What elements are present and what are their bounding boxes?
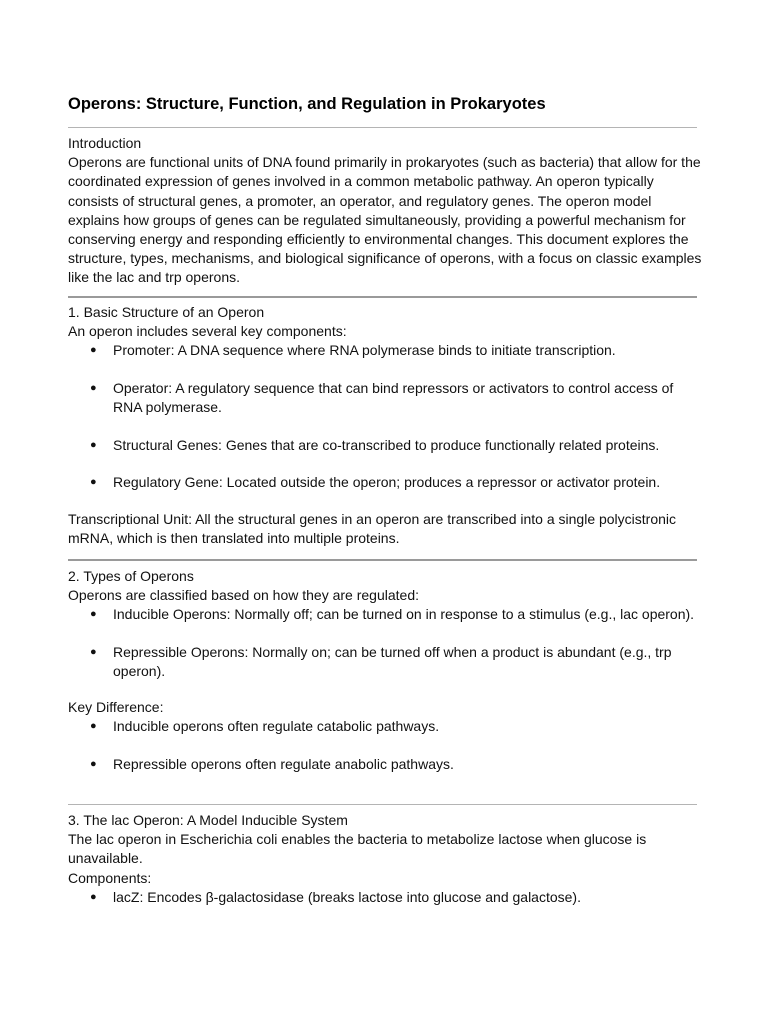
- section-3-heading: 3. The lac Operon: A Model Inducible System: [68, 812, 348, 828]
- section-1-lead: An operon includes several key components:: [68, 323, 347, 340]
- list-item-text: lacZ: Encodes β-galactosidase (breaks lactose into glucose and galactose).: [113, 888, 581, 905]
- list-item: [68, 605, 702, 624]
- section-3-list: [68, 888, 702, 907]
- divider: [68, 296, 697, 298]
- list-item-text: Repressible Operons: Normally on; can be turned off when a product is abundant (e.g., trp operon).: [113, 644, 672, 680]
- bullet-icon: ●: [90, 382, 97, 394]
- document-title: Operons: Structure, Function, and Regulation in Prokaryotes: [68, 95, 546, 113]
- section-2-lead: Operons are classified based on how they are regulated:: [68, 587, 419, 604]
- section-2-heading: 2. Types of Operons: [68, 568, 194, 584]
- bullet-icon: ●: [90, 608, 97, 621]
- list-item: [68, 643, 702, 681]
- list-item: [68, 436, 702, 455]
- list-item: [68, 717, 702, 736]
- bullet-icon: ●: [90, 890, 97, 903]
- list-item-text: Repressible operons often regulate anabolic pathways.: [113, 755, 454, 772]
- list-item: [68, 473, 702, 492]
- bullet-icon: ●: [90, 344, 97, 357]
- divider: [68, 127, 697, 128]
- key-difference-heading: Key Difference:: [68, 699, 164, 715]
- intro-heading: Introduction: [68, 135, 142, 151]
- section-lac-operon: [68, 811, 702, 907]
- list-item-text: Operator: A regulatory sequence that can bind repressors or activators to control access of RNA polymerase.: [113, 380, 674, 416]
- intro-section: [68, 134, 702, 288]
- bullet-icon: ●: [90, 438, 97, 451]
- list-item: [68, 341, 702, 360]
- divider: [68, 804, 697, 805]
- key-difference: [68, 698, 702, 774]
- key-difference-list: [68, 717, 702, 774]
- list-item-text: Promoter: A DNA sequence where RNA polymerase binds to initiate transcription.: [113, 342, 616, 359]
- list-item-text: Inducible Operons: Normally off; can be turned on in response to a stimulus (e.g., lac operon).: [113, 606, 695, 623]
- section-1-heading: 1. Basic Structure of an Operon: [68, 304, 265, 320]
- bullet-icon: ●: [90, 476, 97, 489]
- bullet-icon: ●: [90, 720, 97, 733]
- list-item: [68, 755, 702, 774]
- divider: [68, 559, 697, 561]
- section-basic-structure: [68, 303, 702, 493]
- section-1-list: [68, 341, 702, 492]
- list-item-text: Inducible operons often regulate catabolic pathways.: [113, 718, 440, 735]
- list-item-text: Regulatory Gene: Located outside the operon; produces a repressor or activator protein.: [113, 474, 661, 491]
- list-item-text: Structural Genes: Genes that are co-transcribed to produce functionally related proteins.: [113, 436, 660, 453]
- transcriptional-unit-note: [68, 510, 702, 548]
- section-types: [68, 567, 702, 681]
- list-item: [68, 379, 702, 417]
- intro-body: Operons are functional units of DNA found primarily in prokaryotes (such as bacteria) that allow for the coordinated expression of genes involved in a common metabolic pathway. An operon typically consists of structural genes, a promoter, an operator, and regulatory genes. The operon model explains how groups of genes can be regulated simultaneously, providing a powerful mechanism for conserving energy and responding efficiently to environmental changes. This document explores the structure, types, mechanisms, and biological significance of operons, with a focus on classic examples like the lac and trp operons.: [68, 154, 702, 286]
- bullet-icon: ●: [90, 646, 97, 658]
- components-heading: Components:: [68, 869, 152, 886]
- section-2-list: [68, 605, 702, 681]
- list-item: [68, 888, 702, 907]
- section-1-note: Transcriptional Unit: All the structural genes in an operon are transcribed into a single polycistronic mRNA, which is then translated into multiple proteins.: [68, 511, 677, 547]
- bullet-icon: ●: [90, 757, 97, 770]
- section-3-lead: The lac operon in Escherichia coli enables the bacteria to metabolize lactose when glucose is unavailable.: [68, 831, 647, 867]
